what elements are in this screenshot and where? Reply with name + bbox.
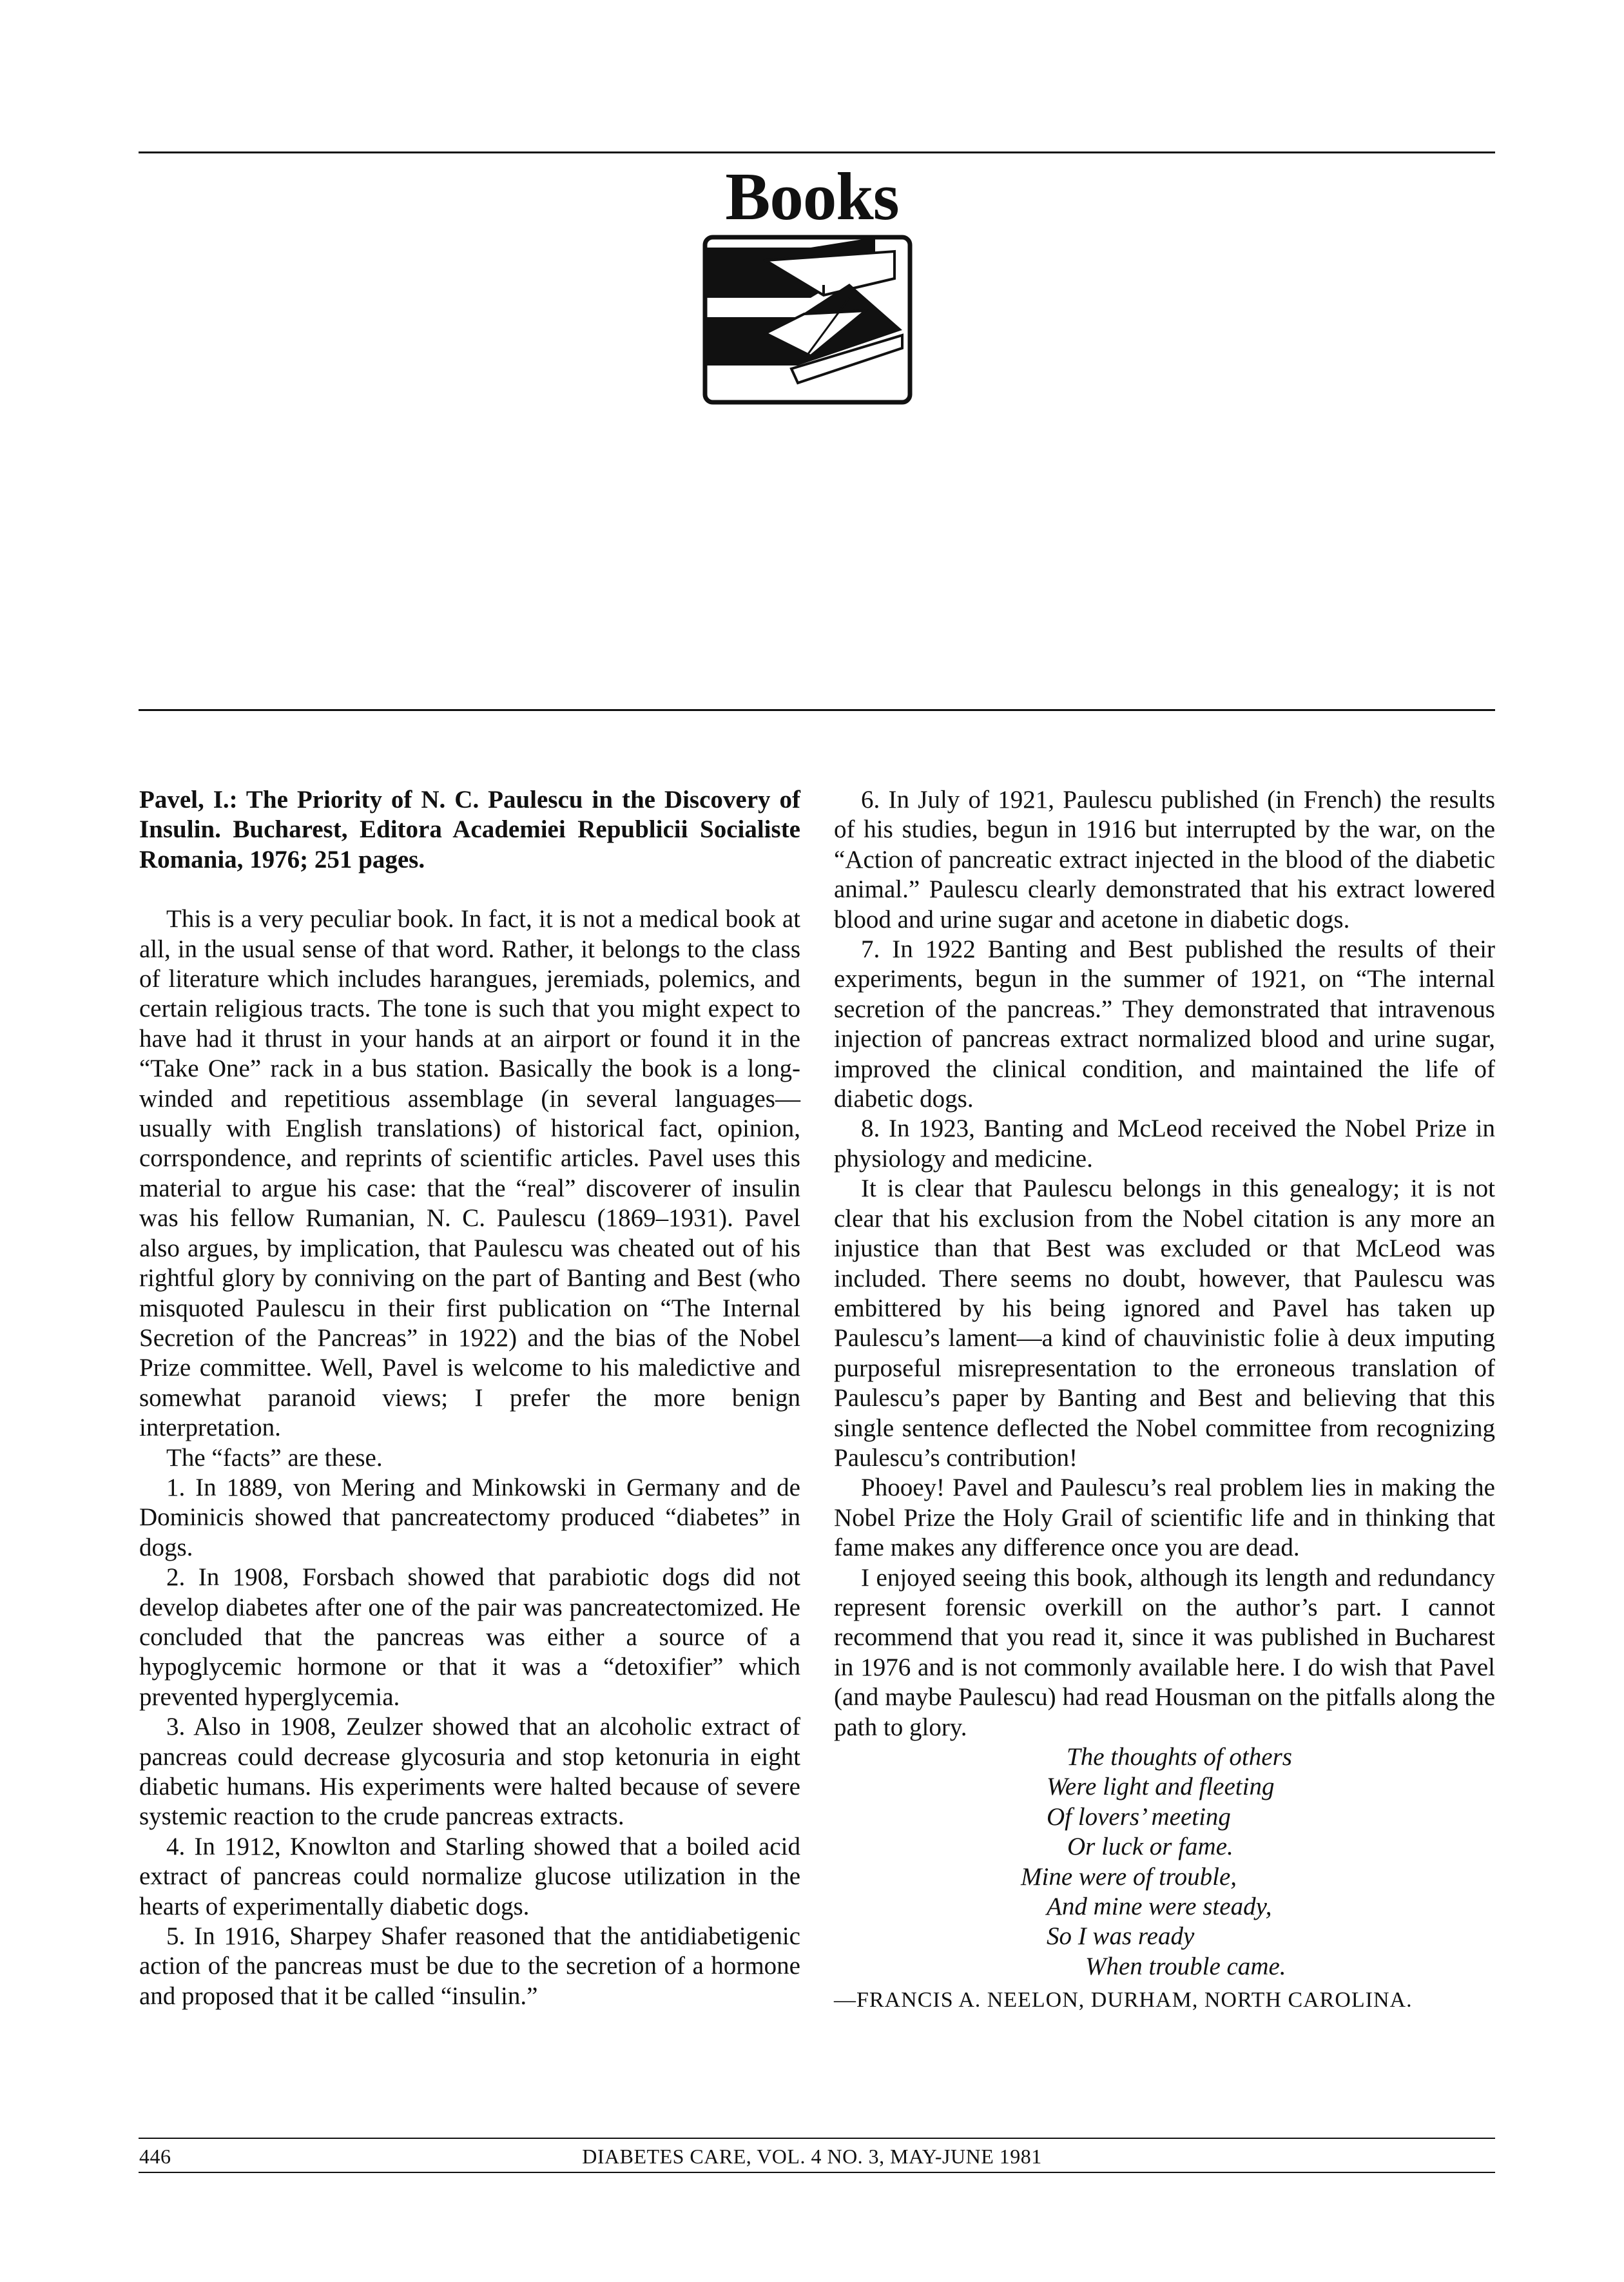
body-paragraph: 1. In 1889, von Mering and Minkowski in Germany and de Dominicis showed that pancreatectomy produced “diabetes” in dogs. — [139, 1473, 800, 1561]
poem-line: Mine were of trouble, — [1021, 1862, 1237, 1891]
body-paragraph: 6. In July of 1921, Paulescu published (in French) the results of his studies, begun in 1916 but interrupted by the war, on the “Action of pancreatic extract injected in the blood of the diabetic animal.” Paulescu clearly demonstrated that his extract lowered blood and urine sugar and acetone in diabetic dogs. — [834, 786, 1495, 933]
body-paragraph: I enjoyed seeing this book, although its length and redundancy represent forensic overkill on the author’s part. I cannot recommend that you read it, since it was published in Bucharest in 1976 and is not commonly available here. I do wish that Pavel (and maybe Paulescu) had read Housman on the pitfalls along the path to glory. — [834, 1563, 1495, 1741]
stacked-books-icon — [701, 233, 914, 406]
poem-line: When trouble came. — [1085, 1952, 1286, 1980]
body-paragraph: 7. In 1922 Banting and Best published the results of their experiments, begun in the summer of 1921, on “The internal secretion of the pancreas.” They demonstrated that intravenous injection of pancreas extract normalized blood and urine sugar, improved the clinical condition, and maintained the life of diabetic dogs. — [834, 935, 1495, 1113]
poem-line: Of lovers’ meeting — [1047, 1802, 1231, 1831]
body-paragraph: Phooey! Pavel and Paulescu’s real problem lies in making the Nobel Prize the Holy Grail of scientific life and in thinking that fame makes any difference once you are dead. — [834, 1474, 1495, 1562]
footer-rule-top — [139, 2138, 1495, 2139]
poem-line: Were light and fleeting — [1047, 1773, 1275, 1801]
top-rule — [139, 151, 1495, 153]
poem-line: The thoughts of others — [1067, 1743, 1292, 1771]
review-citation: Pavel, I.: The Priority of N. C. Paulescu in the Discovery of Insulin. Bucharest, Editora Academiei Republicii Socialiste Romania, 1976; 251 pages. — [139, 786, 800, 873]
body-paragraph: 2. In 1908, Forsbach showed that parabiotic dogs did not develop diabetes after one of the pair was pancreatectomized. He concluded that the pancreas was either a source of a hypoglycemic hormone or that it was a “detoxifier” which prevented hyperglycemia. — [139, 1563, 800, 1711]
footer-rule-bottom — [139, 2172, 1495, 2173]
body-paragraph: This is a very peculiar book. In fact, it is not a medical book at all, in the usual sense of that word. Rather, it belongs to the class of literature which includes harangues, jeremiads, polemics, and certain religious tracts. The tone is such that you might expect to have had it thrust in your hands at an airport or found it in the “Take One” rack in a bus station. Basically the book is a long-winded and repetitious assemblage (in several languages—usually with English translations) of historical fact, opinion, corrspondence, and reprints of scientific articles. Pavel uses this material to argue his case: that the “real” discoverer of insulin was his fellow Rumanian, N. C. Paulescu (1869–1931). Pavel also argues, by implication, that Paulescu was cheated out of his rightful glory by conniving on the part of Banting and Best (who misquoted Paulescu in their first publication on “The Internal Secretion of the Pancreas” in 1922) and the bias of the Nobel Prize committee. Well, Pavel is welcome to his maledictive and somewhat paranoid views; I prefer the more benign interpretation. — [139, 905, 800, 1442]
poem — [834, 1742, 1495, 1982]
left-column — [139, 785, 800, 2011]
author-signature: —FRANCIS A. NEELON, DURHAM, NORTH CAROLINA. — [834, 1988, 1413, 2013]
body-paragraph: The “facts” are these. — [166, 1443, 383, 1472]
body-paragraph: 8. In 1923, Banting and McLeod received the Nobel Prize in physiology and medicine. — [834, 1115, 1495, 1173]
poem-line: And mine were steady, — [1047, 1893, 1272, 1921]
page-number: 446 — [139, 2145, 171, 2168]
section-title: Books — [725, 159, 899, 234]
body-paragraph: 4. In 1912, Knowlton and Starling showed that a boiled acid extract of pancreas could normalize glucose utilization in the hearts of experimentally diabetic dogs. — [139, 1832, 800, 1920]
body-paragraph: 5. In 1916, Sharpey Shafer reasoned that the antidiabetigenic action of the pancreas must be due to the secretion of a hormone and proposed that it be called “insulin.” — [139, 1922, 800, 2010]
section-divider — [139, 709, 1495, 711]
poem-line: Or luck or fame. — [1067, 1833, 1233, 1861]
right-column — [834, 785, 1495, 2016]
body-paragraph: 3. Also in 1908, Zeulzer showed that an alcoholic extract of pancreas could decrease glycosuria and stop ketonuria in eight diabetic humans. His experiments were halted because of severe systemic reaction to the crude pancreas extracts. — [139, 1713, 800, 1831]
journal-footer: DIABETES CARE, VOL. 4 NO. 3, MAY-JUNE 1981 — [582, 2145, 1042, 2168]
poem-line: So I was ready — [1047, 1922, 1195, 1951]
body-paragraph: It is clear that Paulescu belongs in this genealogy; it is not clear that his exclusion from the Nobel citation is any more an injustice than that Best was excluded or that McLeod was included. There seems no doubt, however, that Paulescu was embittered by his being ignored and Pavel has taken up Paulescu’s lament—a kind of chauvinistic folie à deux imputing purposeful misrepresentation to the erroneous translation of Paulescu’s paper by Banting and Best and believing that this single sentence deflected the Nobel committee from recognizing Paulescu’s contribution! — [834, 1175, 1495, 1472]
